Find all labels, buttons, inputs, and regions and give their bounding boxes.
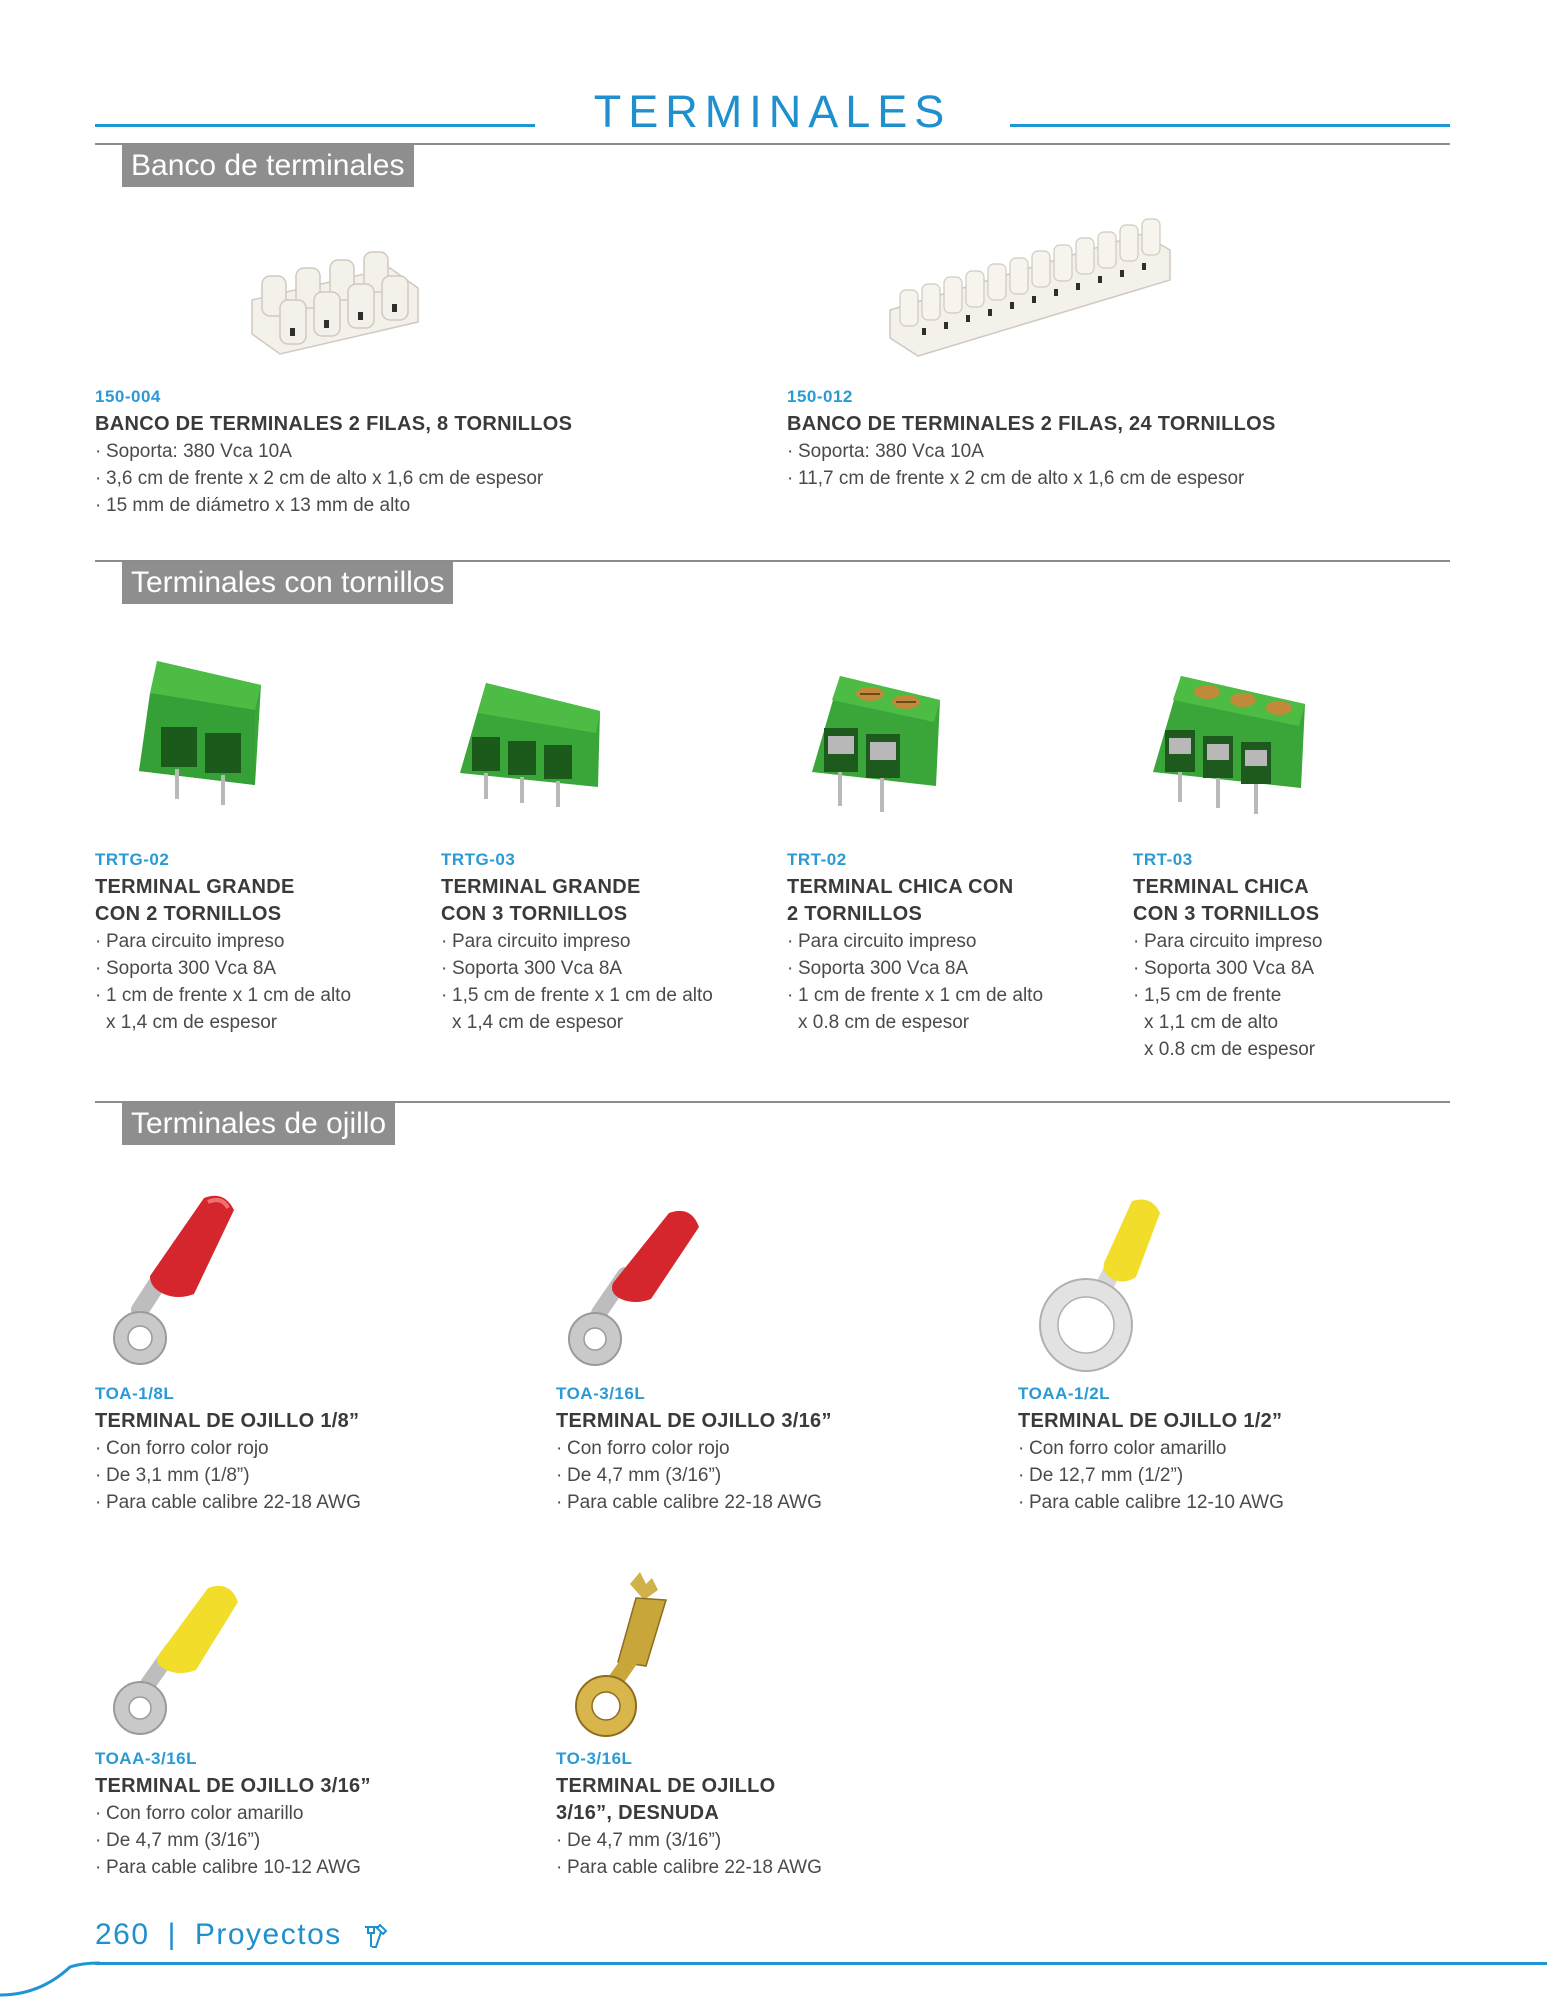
spec-item: · Para cable calibre 22-18 AWG bbox=[556, 1489, 996, 1516]
title-rule-right bbox=[1010, 124, 1450, 127]
section-heading-banco: Banco de terminales bbox=[122, 145, 414, 187]
product-name: TERMINAL DE OJILLO 3/16” bbox=[95, 1775, 371, 1797]
page-number: 260 bbox=[95, 1918, 150, 1951]
page-title: TERMINALES bbox=[593, 86, 952, 137]
product-150-004 bbox=[95, 387, 715, 519]
section-heading-ojillo: Terminales de ojillo bbox=[122, 1103, 395, 1145]
product-image-toaa-1-2l bbox=[1020, 1195, 1180, 1380]
spec-item: · Para cable calibre 12-10 AWG bbox=[1018, 1489, 1458, 1516]
spec-item: · Con forro color amarillo bbox=[95, 1800, 535, 1827]
product-toaa-3-16l bbox=[95, 1749, 535, 1881]
product-specs bbox=[95, 438, 715, 519]
spec-item: · 11,7 cm de frente x 2 cm de alto x 1,6 cm de espesor bbox=[787, 465, 1427, 492]
product-specs bbox=[95, 928, 415, 1036]
product-code: TRTG-03 bbox=[441, 850, 516, 869]
product-code: TRTG-02 bbox=[95, 850, 170, 869]
product-specs bbox=[95, 1800, 535, 1881]
spec-item: · Soporta 300 Vca 8A bbox=[1133, 955, 1453, 982]
product-name: TERMINAL GRANDE bbox=[95, 876, 295, 898]
page-footer bbox=[95, 1918, 342, 1952]
spec-item: · 3,6 cm de frente x 2 cm de alto x 1,6 cm de espesor bbox=[95, 465, 715, 492]
section-heading-tornillos: Terminales con tornillos bbox=[122, 562, 453, 604]
spec-item: · De 4,7 mm (3/16”) bbox=[556, 1462, 996, 1489]
spec-item: · Con forro color rojo bbox=[556, 1435, 996, 1462]
product-name-line2: CON 3 TORNILLOS bbox=[1133, 903, 1320, 925]
product-specs bbox=[1018, 1435, 1458, 1516]
product-code: TRT-03 bbox=[1133, 850, 1193, 869]
product-code: TOAA-3/16L bbox=[95, 1749, 197, 1768]
spec-item: · 1,5 cm de frente x 1 cm de alto x 1,4 cm de espesor bbox=[441, 982, 761, 1036]
product-trtg-02 bbox=[95, 850, 415, 1036]
spec-item: · Soporta: 380 Vca 10A bbox=[95, 438, 715, 465]
spec-item: · 1,5 cm de frente x 1,1 cm de alto x 0.8 cm de espesor bbox=[1133, 982, 1453, 1063]
product-name: TERMINAL CHICA CON bbox=[787, 876, 1014, 898]
footer-section: Proyectos bbox=[194, 1918, 342, 1951]
product-code: 150-004 bbox=[95, 387, 161, 406]
product-name: TERMINAL GRANDE bbox=[441, 876, 641, 898]
product-image-150-004 bbox=[240, 230, 430, 380]
tools-icon bbox=[362, 1922, 390, 1950]
product-to-3-16l bbox=[556, 1749, 996, 1881]
product-code: TOA-1/8L bbox=[95, 1384, 175, 1403]
product-name: TERMINAL DE OJILLO 1/2” bbox=[1018, 1410, 1283, 1432]
product-specs bbox=[787, 928, 1107, 1036]
product-image-trt-03 bbox=[1145, 672, 1315, 837]
product-name: TERMINAL DE OJILLO 1/8” bbox=[95, 1410, 360, 1432]
product-name-line2: CON 2 TORNILLOS bbox=[95, 903, 282, 925]
spec-item: · Soporta 300 Vca 8A bbox=[95, 955, 415, 982]
product-specs bbox=[95, 1435, 535, 1516]
product-specs bbox=[556, 1827, 996, 1881]
product-toa-3-16l bbox=[556, 1384, 996, 1516]
product-image-toa-1-8l bbox=[100, 1190, 250, 1375]
page-header bbox=[0, 78, 1547, 138]
spec-item: · Para cable calibre 22-18 AWG bbox=[95, 1489, 535, 1516]
spec-item: · 1 cm de frente x 1 cm de alto x 1,4 cm de espesor bbox=[95, 982, 415, 1036]
product-image-trt-02 bbox=[800, 672, 950, 837]
spec-item: · Para circuito impreso bbox=[441, 928, 761, 955]
product-code: TO-3/16L bbox=[556, 1749, 633, 1768]
product-image-toa-3-16l bbox=[555, 1205, 715, 1380]
spec-item: · Para circuito impreso bbox=[1133, 928, 1453, 955]
product-name-line2: 3/16”, DESNUDA bbox=[556, 1802, 720, 1824]
spec-item: · Soporta 300 Vca 8A bbox=[441, 955, 761, 982]
product-name: TERMINAL DE OJILLO bbox=[556, 1775, 776, 1797]
product-toa-1-8l bbox=[95, 1384, 535, 1516]
product-image-to-3-16l bbox=[560, 1570, 710, 1755]
spec-item: · Para cable calibre 22-18 AWG bbox=[556, 1854, 996, 1881]
spec-item: · Para cable calibre 10-12 AWG bbox=[95, 1854, 535, 1881]
product-image-trtg-03 bbox=[450, 675, 615, 825]
spec-item: · De 4,7 mm (3/16”) bbox=[95, 1827, 535, 1854]
spec-item: · Soporta 300 Vca 8A bbox=[787, 955, 1107, 982]
product-image-trtg-02 bbox=[105, 655, 270, 825]
product-code: TOAA-1/2L bbox=[1018, 1384, 1111, 1403]
product-trt-02 bbox=[787, 850, 1107, 1036]
spec-item: · Para circuito impreso bbox=[787, 928, 1107, 955]
product-name-line2: CON 3 TORNILLOS bbox=[441, 903, 628, 925]
footer-rule bbox=[95, 1962, 1547, 1965]
footer-separator: | bbox=[167, 1918, 177, 1951]
product-specs bbox=[787, 438, 1427, 492]
footer-curve-decoration bbox=[0, 1955, 100, 2000]
product-name: BANCO DE TERMINALES 2 FILAS, 8 TORNILLOS bbox=[95, 413, 573, 435]
product-code: 150-012 bbox=[787, 387, 853, 406]
product-specs bbox=[441, 928, 761, 1036]
title-rule-left bbox=[95, 124, 535, 127]
spec-item: · Soporta: 380 Vca 10A bbox=[787, 438, 1427, 465]
product-name: TERMINAL CHICA bbox=[1133, 876, 1310, 898]
product-name: TERMINAL DE OJILLO 3/16” bbox=[556, 1410, 832, 1432]
product-toaa-1-2l bbox=[1018, 1384, 1458, 1516]
spec-item: · Para circuito impreso bbox=[95, 928, 415, 955]
spec-item: · De 12,7 mm (1/2”) bbox=[1018, 1462, 1458, 1489]
product-specs bbox=[556, 1435, 996, 1516]
spec-item: · De 4,7 mm (3/16”) bbox=[556, 1827, 996, 1854]
product-code: TOA-3/16L bbox=[556, 1384, 646, 1403]
spec-item: · 15 mm de diámetro x 13 mm de alto bbox=[95, 492, 715, 519]
product-code: TRT-02 bbox=[787, 850, 847, 869]
product-trt-03 bbox=[1133, 850, 1453, 1063]
product-name: BANCO DE TERMINALES 2 FILAS, 24 TORNILLOS bbox=[787, 413, 1276, 435]
product-150-012 bbox=[787, 387, 1427, 492]
product-specs bbox=[1133, 928, 1453, 1063]
spec-item: · Con forro color rojo bbox=[95, 1435, 535, 1462]
spec-item: · Con forro color amarillo bbox=[1018, 1435, 1458, 1462]
spec-item: · 1 cm de frente x 1 cm de alto x 0.8 cm de espesor bbox=[787, 982, 1107, 1036]
product-name-line2: 2 TORNILLOS bbox=[787, 903, 923, 925]
product-image-150-012 bbox=[880, 210, 1180, 365]
product-trtg-03 bbox=[441, 850, 761, 1036]
product-image-toaa-3-16l bbox=[98, 1580, 248, 1745]
spec-item: · De 3,1 mm (1/8”) bbox=[95, 1462, 535, 1489]
